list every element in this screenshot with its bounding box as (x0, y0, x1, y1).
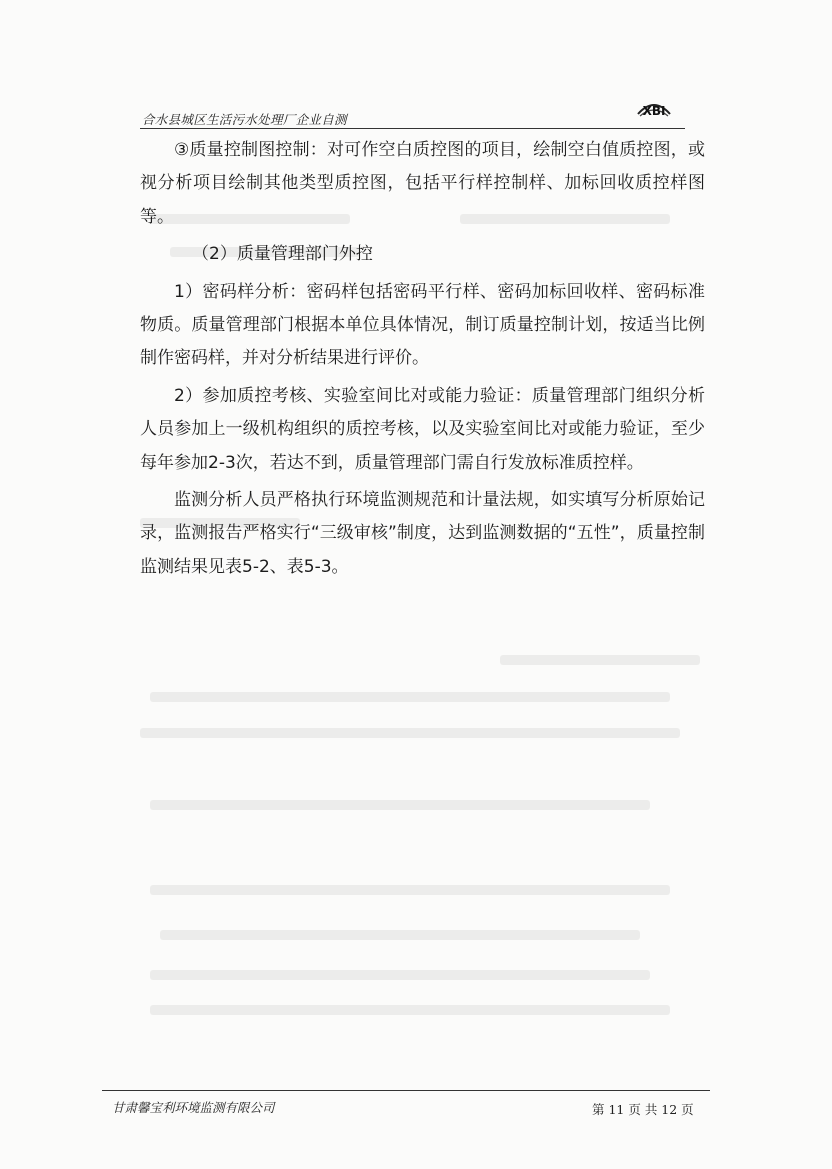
document-body (140, 134, 705, 588)
company-logo (634, 94, 674, 122)
bleed-through-mark (150, 970, 650, 980)
bleed-through-mark (150, 800, 650, 810)
paragraph-quality-control-chart: ③质量控制图控制：对可作空白质控图的项目，绘制空白值质控图，或视分析项目绘制其他类型质控图，包括平行样控制样、加标回收质控样图等。 (140, 140, 705, 227)
bleed-through-mark (140, 728, 680, 738)
footer-company-name: 甘肃馨宝利环境监测有限公司 (112, 1100, 275, 1115)
header-divider (140, 128, 685, 129)
bleed-through-mark (150, 692, 670, 702)
logo-text: XBI (642, 104, 666, 118)
bleed-through-mark (500, 655, 700, 665)
paragraph-monitoring-staff: 监测分析人员严格执行环境监测规范和计量法规，如实填写分析原始记录，监测报告严格实行“三级审核”制度，达到监测数据的“五性”，质量控制监测结果见表5-2、表5-3。 (140, 490, 705, 577)
footer-divider (102, 1090, 710, 1091)
bleed-through-mark (160, 930, 640, 940)
paragraph-blind-sample-analysis: 1）密码样分析：密码样包括密码平行样、密码加标回收样、密码标准物质。质量管理部门根据本单位具体情况，制订质量控制计划，按适当比例制作密码样，并对分析结果进行评价。 (140, 281, 705, 369)
bleed-through-mark (150, 1005, 670, 1015)
section-heading-external-control: （2）质量管理部门外控 (192, 244, 373, 265)
header-title: 合水县城区生活污水处理厂企业自测 (142, 112, 347, 127)
page-number: 第 11 页 共 12 页 (592, 1102, 694, 1117)
bleed-through-mark (150, 885, 670, 895)
paragraph-proficiency-testing: 2）参加质控考核、实验室间比对或能力验证：质量管理部门组织分析人员参加上一级机构组织的质控考核，以及实验室间比对或能力验证，至少每年参加2-3次，若达不到，质量管理部门需自行发放标准质控样。 (140, 385, 705, 473)
